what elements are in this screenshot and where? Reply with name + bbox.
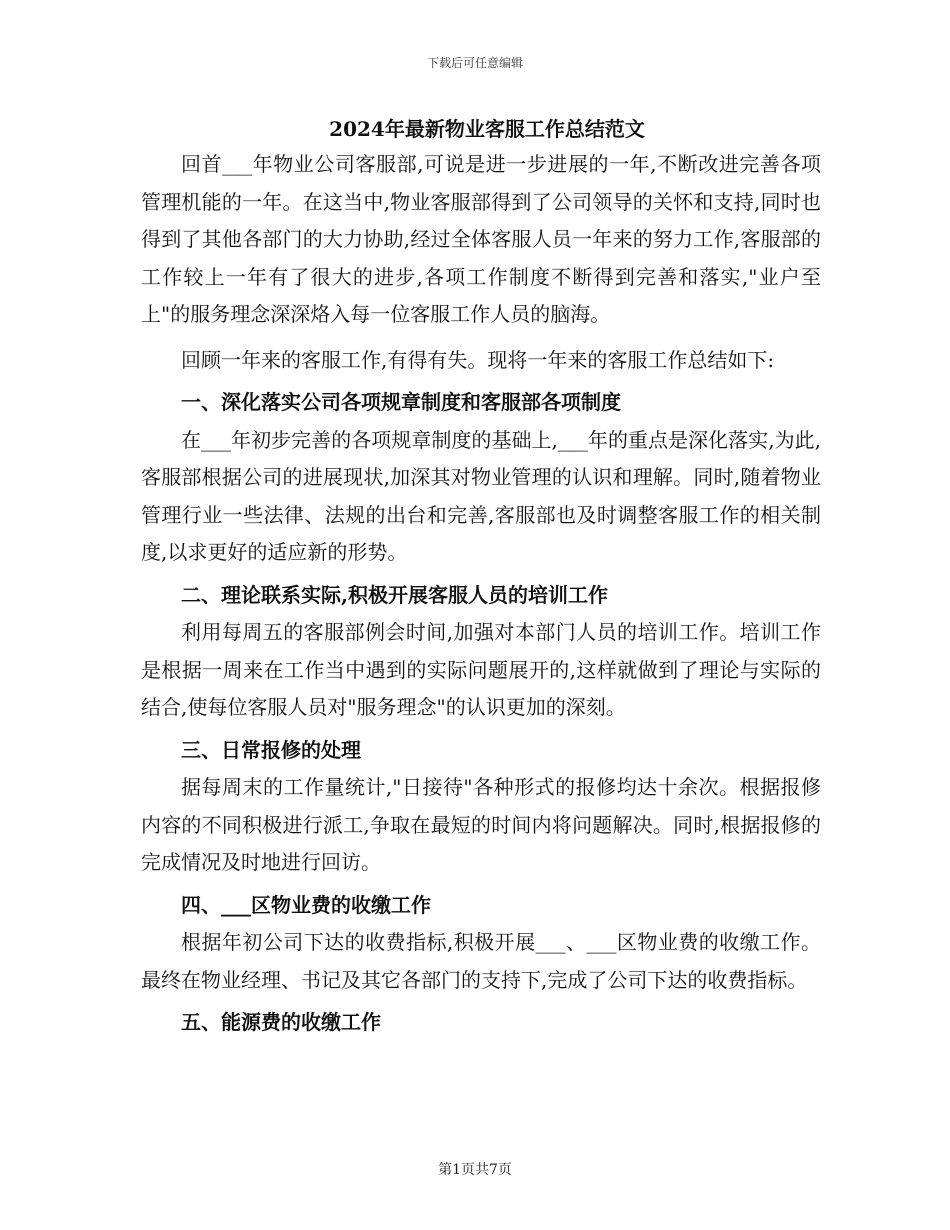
section-heading: 五、能源费的收缴工作 <box>181 1010 381 1034</box>
section-paragraph: 根据年初公司下达的收费指标,积极开展___、___区物业费的收缴工作。最终在物业经理、书记及其它各部门的支持下,完成了公司下达的收费指标。 <box>141 930 821 992</box>
page-header: 下载后可任意编辑 <box>426 56 523 70</box>
page-number: 第1页共7页 <box>438 1162 512 1178</box>
section-paragraph: 利用每周五的客服部例会时间,加强对本部门人员的培训工作。培训工作是根据一周来在工作当中遇到的实际问题展开的,这样就做到了理论与实际的结合,使每位客服人员对"服务理念"的认识更加的深刻。 <box>141 620 821 719</box>
section-heading: 四、___区物业费的收缴工作 <box>181 892 431 917</box>
section-heading: 二、理论联系实际,积极开展客服人员的培训工作 <box>181 582 608 607</box>
document-title: 2024年最新物业客服工作总结范文 <box>329 117 645 141</box>
section-paragraph: 在___年初步完善的各项规章制度的基础上,___年的重点是深化落实,为此,客服部根据公司的进展现状,加深其对物业管理的认识和理解。同时,随着物业管理行业一些法律、法规的出台和完善,客服部也及时调整客服工作的相关制度,以求更好的适应新的形势。 <box>141 427 821 564</box>
section-heading: 一、深化落实公司各项规章制度和客服部各项制度 <box>181 390 621 414</box>
section-heading: 三、日常报修的处理 <box>181 737 361 762</box>
intro-paragraph: 回首___年物业公司客服部,可说是进一步进展的一年,不断改进完善各项管理机能的一年。在这当中,物业客服部得到了公司领导的关怀和支持,同时也得到了其他各部门的大力协助,经过全体客服人员一年来的努力工作,客服部的工作较上一年有了很大的进步,各项工作制度不断得到完善和落实,"业户至上"的服务理念深深烙入每一位客服工作人员的脑海。 <box>141 152 821 326</box>
intro-paragraph: 回顾一年来的客服工作,有得有失。现将一年来的客服工作总结如下: <box>181 347 775 372</box>
document-body <box>141 114 821 1042</box>
section-paragraph: 据每周末的工作量统计,"日接待"各种形式的报修均达十余次。根据报修内容的不同积极进行派工,争取在最短的时间内将问题解决。同时,根据报修的完成情况及时地进行回访。 <box>141 775 821 874</box>
